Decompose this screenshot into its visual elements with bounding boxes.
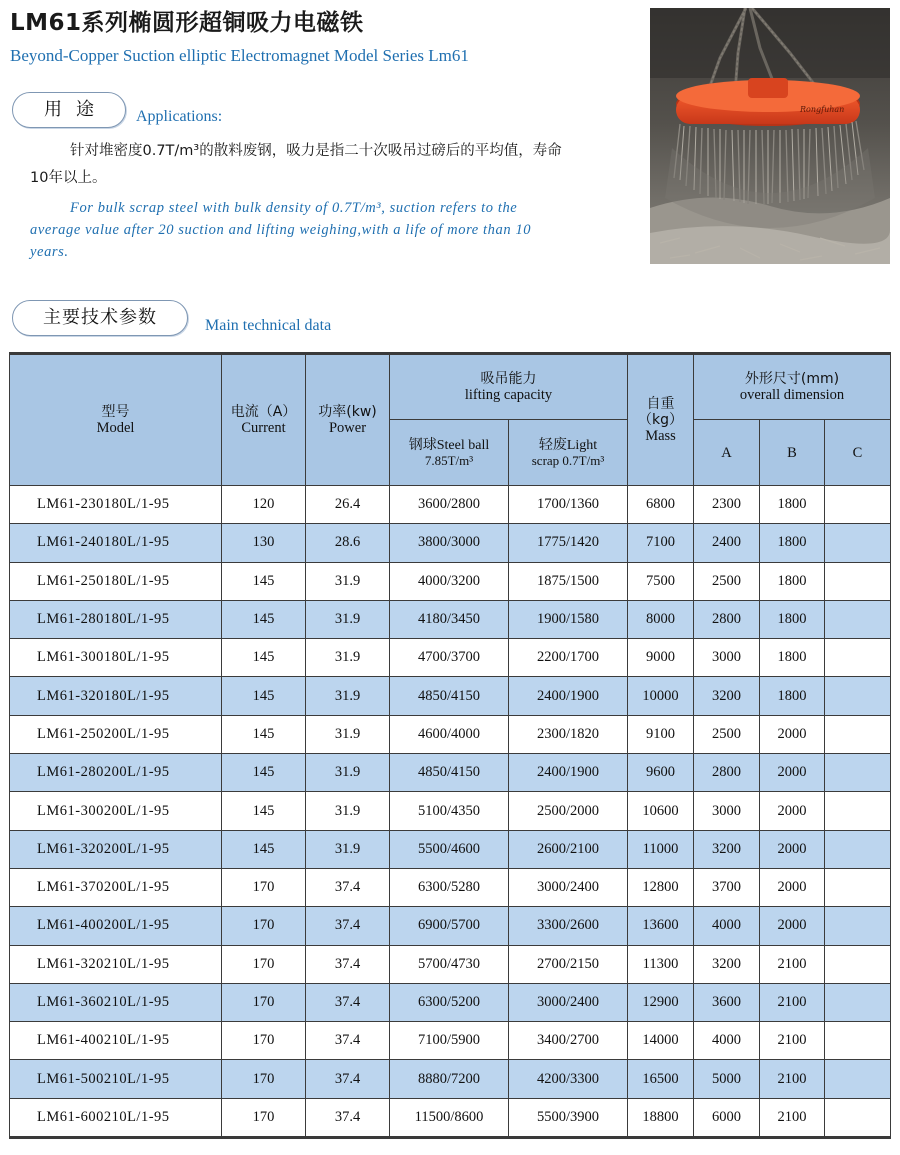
- cell-dim-a: 3000: [694, 639, 760, 677]
- cell-light-scrap: 3300/2600: [509, 907, 628, 945]
- header-dim-c: C: [825, 420, 891, 486]
- cell-mass: 7100: [628, 524, 694, 562]
- cell-dim-c: [825, 677, 891, 715]
- header-light-scrap-l1: 轻废Light: [538, 437, 598, 453]
- cell-mass: 13600: [628, 907, 694, 945]
- header-power-en: Power: [328, 420, 367, 436]
- table-row: [10, 562, 891, 600]
- cell-dim-c: [825, 945, 891, 983]
- technical-data-heading: 主要技术参数: [12, 300, 188, 336]
- table-row: [10, 524, 891, 562]
- table-row: [10, 830, 891, 868]
- cell-model: LM61-240180L/1-95: [10, 524, 222, 562]
- table-row: [10, 715, 891, 753]
- cell-model: LM61-370200L/1-95: [10, 868, 222, 906]
- cell-current: 145: [222, 562, 306, 600]
- cell-light-scrap: 2200/1700: [509, 639, 628, 677]
- header-lifting-cn: 吸吊能力: [480, 371, 537, 387]
- cell-dim-b: 2000: [760, 868, 825, 906]
- cell-dim-c: [825, 754, 891, 792]
- cell-dim-a: 3200: [694, 945, 760, 983]
- header-dimension-cn: 外形尺寸(mm): [744, 371, 840, 387]
- header-dim-a: A: [694, 420, 760, 486]
- cell-steel-ball: 5700/4730: [390, 945, 509, 983]
- cell-current: 170: [222, 907, 306, 945]
- cell-dim-a: 3600: [694, 983, 760, 1021]
- cell-light-scrap: 2600/2100: [509, 830, 628, 868]
- header-mass: [628, 354, 694, 486]
- cell-steel-ball: 6300/5200: [390, 983, 509, 1021]
- cell-mass: 12900: [628, 983, 694, 1021]
- cell-power: 37.4: [306, 945, 390, 983]
- header-power-cn: 功率(kw): [318, 404, 377, 420]
- cell-dim-b: 2000: [760, 830, 825, 868]
- header-dim-b: B: [760, 420, 825, 486]
- cell-dim-c: [825, 600, 891, 638]
- cell-model: LM61-250180L/1-95: [10, 562, 222, 600]
- cell-current: 145: [222, 600, 306, 638]
- cell-model: LM61-400210L/1-95: [10, 1022, 222, 1060]
- cell-mass: 7500: [628, 562, 694, 600]
- cell-power: 31.9: [306, 639, 390, 677]
- cell-dim-a: 4000: [694, 907, 760, 945]
- table-row: [10, 1060, 891, 1098]
- cell-model: LM61-300180L/1-95: [10, 639, 222, 677]
- cell-dim-b: 1800: [760, 600, 825, 638]
- header-light-scrap-l2: scrap 0.7T/m³: [531, 452, 605, 468]
- cell-power: 37.4: [306, 1098, 390, 1137]
- header-model: [10, 354, 222, 486]
- cell-mass: 9100: [628, 715, 694, 753]
- cell-model: LM61-230180L/1-95: [10, 486, 222, 524]
- cell-current: 145: [222, 792, 306, 830]
- cell-dim-b: 2000: [760, 907, 825, 945]
- cell-dim-a: 3700: [694, 868, 760, 906]
- cell-steel-ball: 6300/5280: [390, 868, 509, 906]
- cell-mass: 8000: [628, 600, 694, 638]
- cell-dim-c: [825, 715, 891, 753]
- applications-description-en: For bulk scrap steel with bulk density of 0.7T/m³, suction refers to the average value after 20 suction and lifting weighing,with a life of more than 10 years.: [30, 200, 532, 260]
- cell-dim-c: [825, 868, 891, 906]
- header-mass-l3: Mass: [645, 428, 676, 444]
- cell-light-scrap: 3400/2700: [509, 1022, 628, 1060]
- cell-light-scrap: 5500/3900: [509, 1098, 628, 1137]
- cell-model: LM61-320210L/1-95: [10, 945, 222, 983]
- header-power: [306, 354, 390, 486]
- cell-dim-c: [825, 907, 891, 945]
- spec-table: [9, 352, 891, 1139]
- cell-dim-a: 2500: [694, 715, 760, 753]
- cell-current: 120: [222, 486, 306, 524]
- cell-power: 31.9: [306, 830, 390, 868]
- cell-light-scrap: 2700/2150: [509, 945, 628, 983]
- cell-light-scrap: 3000/2400: [509, 868, 628, 906]
- header-model-cn: 型号: [101, 404, 130, 420]
- table-row: [10, 945, 891, 983]
- cell-light-scrap: 1700/1360: [509, 486, 628, 524]
- cell-mass: 10600: [628, 792, 694, 830]
- table-row: [10, 1022, 891, 1060]
- cell-dim-c: [825, 524, 891, 562]
- table-row: [10, 677, 891, 715]
- cell-dim-c: [825, 1098, 891, 1137]
- cell-dim-a: 4000: [694, 1022, 760, 1060]
- cell-mass: 11000: [628, 830, 694, 868]
- cell-model: LM61-600210L/1-95: [10, 1098, 222, 1137]
- cell-dim-c: [825, 486, 891, 524]
- cell-model: LM61-300200L/1-95: [10, 792, 222, 830]
- header-dimension: [694, 354, 891, 420]
- cell-steel-ball: 4700/3700: [390, 639, 509, 677]
- cell-current: 170: [222, 868, 306, 906]
- cell-steel-ball: 4180/3450: [390, 600, 509, 638]
- page-subtitle: Beyond-Copper Suction elliptic Electromagnet Model Series Lm61: [10, 46, 469, 65]
- header-current-en: Current: [241, 420, 286, 436]
- cell-power: 37.4: [306, 907, 390, 945]
- cell-dim-a: 5000: [694, 1060, 760, 1098]
- cell-dim-b: 2100: [760, 983, 825, 1021]
- cell-light-scrap: 2400/1900: [509, 677, 628, 715]
- cell-dim-b: 1800: [760, 677, 825, 715]
- cell-steel-ball: 4600/4000: [390, 715, 509, 753]
- cell-mass: 10000: [628, 677, 694, 715]
- cell-dim-c: [825, 792, 891, 830]
- header-current-cn: 电流（A）: [230, 404, 297, 420]
- cell-current: 170: [222, 983, 306, 1021]
- cell-dim-b: 2000: [760, 715, 825, 753]
- cell-dim-a: 2800: [694, 600, 760, 638]
- cell-mass: 11300: [628, 945, 694, 983]
- cell-steel-ball: 8880/7200: [390, 1060, 509, 1098]
- cell-steel-ball: 4000/3200: [390, 562, 509, 600]
- electromagnet-photo: [650, 8, 890, 264]
- table-row: [10, 600, 891, 638]
- header-steel-ball: [390, 420, 509, 486]
- cell-light-scrap: 2300/1820: [509, 715, 628, 753]
- header-steel-ball-l1: 钢球Steel ball: [408, 437, 490, 453]
- cell-steel-ball: 3600/2800: [390, 486, 509, 524]
- table-row: [10, 754, 891, 792]
- header-model-en: Model: [96, 420, 135, 436]
- cell-current: 145: [222, 639, 306, 677]
- header-lifting-en: lifting capacity: [464, 387, 553, 403]
- cell-model: LM61-280200L/1-95: [10, 754, 222, 792]
- cell-power: 37.4: [306, 1022, 390, 1060]
- cell-mass: 12800: [628, 868, 694, 906]
- cell-power: 37.4: [306, 983, 390, 1021]
- cell-dim-a: 3200: [694, 677, 760, 715]
- header-steel-ball-l2: 7.85T/m³: [424, 452, 474, 468]
- cell-dim-c: [825, 562, 891, 600]
- cell-steel-ball: 6900/5700: [390, 907, 509, 945]
- cell-dim-b: 2100: [760, 1022, 825, 1060]
- table-row: [10, 792, 891, 830]
- cell-dim-b: 1800: [760, 524, 825, 562]
- page-title: LM61系列椭圆形超铜吸力电磁铁: [10, 10, 364, 36]
- cell-dim-a: 2400: [694, 524, 760, 562]
- table-row: [10, 983, 891, 1021]
- applications-heading: 用途: [12, 92, 126, 128]
- header-mass-l1: 自重: [646, 396, 675, 412]
- cell-current: 170: [222, 1060, 306, 1098]
- cell-dim-b: 1800: [760, 639, 825, 677]
- header-dimension-en: overall dimension: [739, 387, 845, 403]
- cell-current: 170: [222, 1022, 306, 1060]
- cell-current: 145: [222, 677, 306, 715]
- cell-dim-b: 2100: [760, 1098, 825, 1137]
- applications-description-cn: 针对堆密度0.7T/m³的散料废钢，吸力是指二十次吸吊过磅后的平均值，寿命10年以上。: [30, 143, 562, 186]
- cell-light-scrap: 3000/2400: [509, 983, 628, 1021]
- cell-model: LM61-360210L/1-95: [10, 983, 222, 1021]
- cell-dim-c: [825, 983, 891, 1021]
- cell-power: 37.4: [306, 1060, 390, 1098]
- table-row: [10, 868, 891, 906]
- cell-steel-ball: 4850/4150: [390, 754, 509, 792]
- table-row: [10, 907, 891, 945]
- cell-dim-c: [825, 639, 891, 677]
- cell-current: 130: [222, 524, 306, 562]
- cell-steel-ball: 5500/4600: [390, 830, 509, 868]
- table-row: [10, 1098, 891, 1137]
- cell-dim-a: 3200: [694, 830, 760, 868]
- cell-mass: 16500: [628, 1060, 694, 1098]
- header-lifting-capacity: [390, 354, 628, 420]
- cell-power: 31.9: [306, 600, 390, 638]
- cell-light-scrap: 2500/2000: [509, 792, 628, 830]
- cell-light-scrap: 4200/3300: [509, 1060, 628, 1098]
- cell-steel-ball: 5100/4350: [390, 792, 509, 830]
- cell-steel-ball: 7100/5900: [390, 1022, 509, 1060]
- cell-light-scrap: 1875/1500: [509, 562, 628, 600]
- table-row: [10, 486, 891, 524]
- cell-dim-a: 6000: [694, 1098, 760, 1137]
- cell-model: LM61-320200L/1-95: [10, 830, 222, 868]
- cell-dim-a: 2800: [694, 754, 760, 792]
- cell-model: LM61-280180L/1-95: [10, 600, 222, 638]
- cell-power: 31.9: [306, 562, 390, 600]
- cell-steel-ball: 11500/8600: [390, 1098, 509, 1137]
- cell-mass: 9600: [628, 754, 694, 792]
- cell-power: 31.9: [306, 677, 390, 715]
- cell-power: 31.9: [306, 754, 390, 792]
- cell-current: 145: [222, 715, 306, 753]
- cell-dim-c: [825, 1060, 891, 1098]
- cell-dim-b: 1800: [760, 486, 825, 524]
- cell-model: LM61-400200L/1-95: [10, 907, 222, 945]
- cell-power: 31.9: [306, 715, 390, 753]
- applications-label-en: Applications:: [136, 108, 223, 125]
- cell-power: 31.9: [306, 792, 390, 830]
- cell-dim-c: [825, 830, 891, 868]
- cell-mass: 14000: [628, 1022, 694, 1060]
- cell-dim-a: 3000: [694, 792, 760, 830]
- cell-power: 37.4: [306, 868, 390, 906]
- cell-dim-b: 2000: [760, 792, 825, 830]
- cell-light-scrap: 1900/1580: [509, 600, 628, 638]
- cell-power: 28.6: [306, 524, 390, 562]
- cell-current: 145: [222, 830, 306, 868]
- cell-mass: 6800: [628, 486, 694, 524]
- header-mass-l2: （kg）: [638, 412, 683, 428]
- cell-dim-a: 2500: [694, 562, 760, 600]
- cell-current: 145: [222, 754, 306, 792]
- cell-dim-b: 2100: [760, 1060, 825, 1098]
- cell-light-scrap: 2400/1900: [509, 754, 628, 792]
- cell-steel-ball: 4850/4150: [390, 677, 509, 715]
- header-light-scrap: [509, 420, 628, 486]
- cell-dim-a: 2300: [694, 486, 760, 524]
- technical-data-label-en: Main technical data: [205, 317, 332, 334]
- cell-mass: 9000: [628, 639, 694, 677]
- cell-light-scrap: 1775/1420: [509, 524, 628, 562]
- cell-model: LM61-320180L/1-95: [10, 677, 222, 715]
- table-row: [10, 639, 891, 677]
- cell-dim-b: 2000: [760, 754, 825, 792]
- cell-dim-c: [825, 1022, 891, 1060]
- header-current: [222, 354, 306, 486]
- cell-dim-b: 1800: [760, 562, 825, 600]
- cell-current: 170: [222, 945, 306, 983]
- cell-power: 26.4: [306, 486, 390, 524]
- cell-mass: 18800: [628, 1098, 694, 1137]
- photo-brand-mark: Rongfuhan: [800, 105, 845, 114]
- cell-dim-b: 2100: [760, 945, 825, 983]
- cell-model: LM61-500210L/1-95: [10, 1060, 222, 1098]
- cell-current: 170: [222, 1098, 306, 1137]
- cell-model: LM61-250200L/1-95: [10, 715, 222, 753]
- cell-steel-ball: 3800/3000: [390, 524, 509, 562]
